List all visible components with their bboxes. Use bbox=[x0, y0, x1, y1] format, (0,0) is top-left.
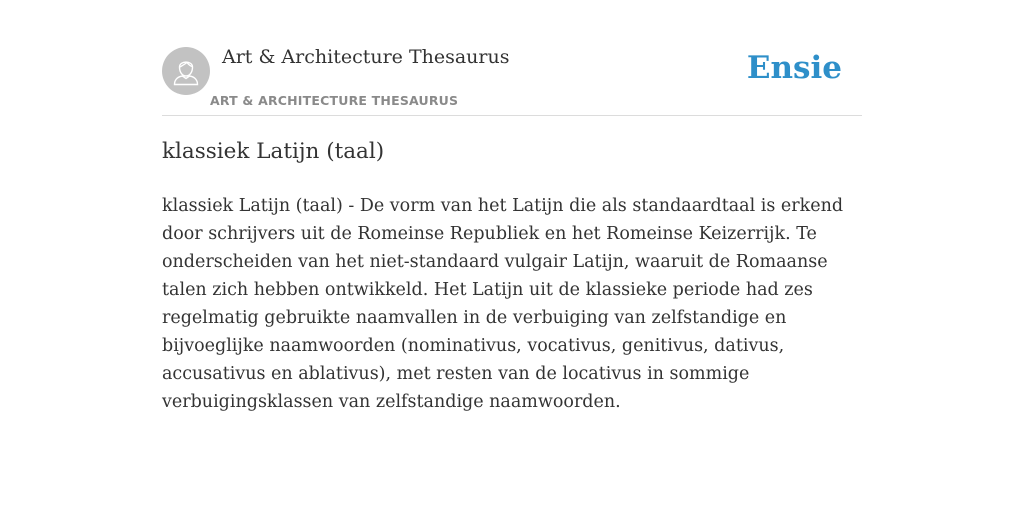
avatar[interactable] bbox=[162, 47, 210, 95]
article-title: klassiek Latijn (taal) bbox=[162, 139, 385, 164]
source-name[interactable]: ART & ARCHITECTURE THESAURUS bbox=[210, 93, 459, 108]
article-header bbox=[162, 46, 862, 116]
article-body: klassiek Latijn (taal) - De vorm van het Latijn die als standaardtaal is erkend door schrijvers uit de Romeinse Republiek en het Romeinse Keizerrijk. Te onderscheiden van het niet-standaard vulgair Latijn, waaruit de Romaanse talen zich hebben ontwikkeld. Het Latijn uit de klassieke periode had zes regelmatig gebruikte naamvallen in de verbuiging van zelfstandige en bijvoeglijke naamwoorden (nominativus, vocativus, genitivus, dativus, accusativus en ablativus), met resten van de locativus in sommige verbuigingsklassen van zelfstandige naamwoorden. bbox=[162, 196, 844, 412]
brand-logo[interactable]: Ensie bbox=[746, 50, 842, 86]
person-icon bbox=[162, 47, 210, 95]
author-name[interactable]: Art & Architecture Thesaurus bbox=[222, 46, 510, 68]
